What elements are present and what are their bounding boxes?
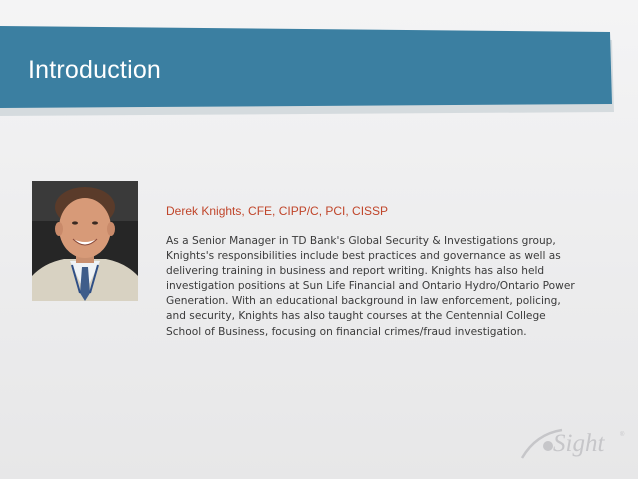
profile-bio: As a Senior Manager in TD Bank's Global Security & Investigations group, Knights's responsibilities include best practices and governance as well as delivering training in business and report writing. Knights has also held investigation positions at Sun Life Financial and Ontario Hydro/Ontario Power Generation. With an educational background in law enforcement, policing, and security, Knights has also taught courses at the Centennial College School of Business, focusing on financial crimes/fraud investigation. — [166, 235, 575, 338]
profile-name: Derek Knights, CFE, CIPP/C, PCI, CISSP — [166, 204, 389, 218]
profile-photo — [32, 181, 138, 301]
slide-title: Introduction — [28, 56, 162, 84]
logo-registered-mark: ® — [620, 432, 625, 438]
logo-text: Sight — [553, 430, 605, 457]
